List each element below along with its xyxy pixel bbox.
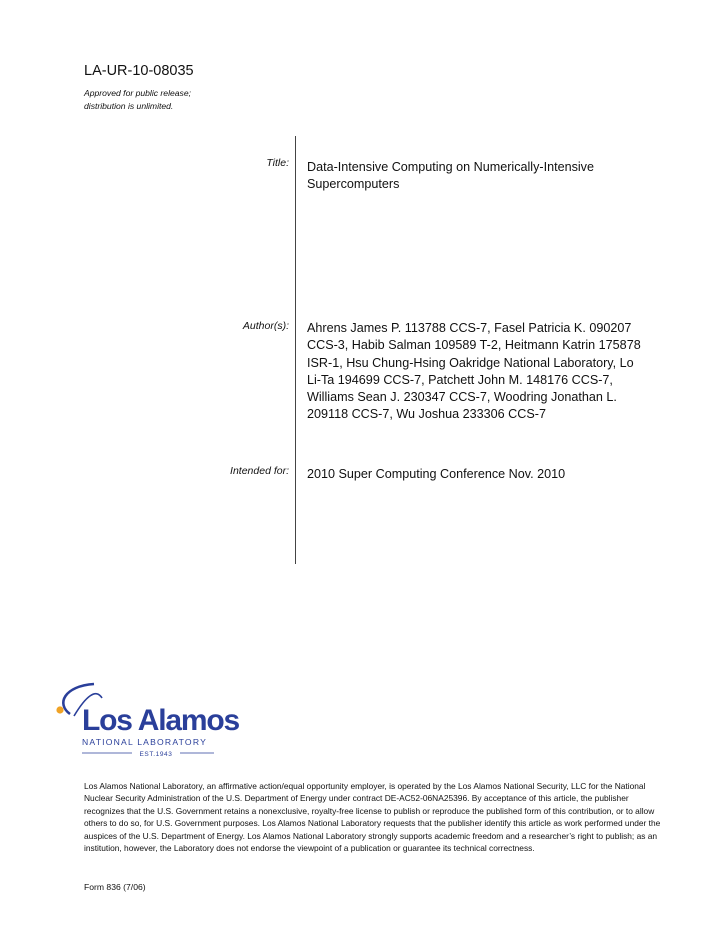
intended-for-label: Intended for: — [230, 465, 289, 477]
authors-line: ISR-1, Hsu Chung-Hsing Oakridge National Laboratory, Lo — [307, 355, 634, 370]
logo-subtitle: NATIONAL LABORATORY — [82, 737, 207, 747]
divider-line — [295, 136, 296, 564]
release-line-2: distribution is unlimited. — [84, 101, 174, 111]
report-number: LA-UR-10-08035 — [84, 63, 194, 79]
title-value: Data-Intensive Computing on Numerically-Intensive Supercomputers — [307, 160, 594, 192]
logo-established: EST.1943 — [139, 751, 173, 758]
authors-line: 209118 CCS-7, Wu Joshua 233306 CCS-7 — [307, 407, 546, 422]
authors-line: CCS-3, Habib Salman 109589 T-2, Heitmann Katrin 175878 — [307, 338, 641, 353]
release-line-1: Approved for public release; — [84, 88, 192, 98]
los-alamos-logo — [52, 676, 239, 758]
form-number: Form 836 (7/06) — [84, 882, 146, 892]
disclaimer-text: Los Alamos National Laboratory, an affirmative action/equal opportunity employer, is operated by the Los Alamos National Security, LLC for the National Nuclear Security Administration of the U.S. Department of Energy under contract DE-AC52-06NA25396. By acceptance of this article, the publisher recognizes that the U.S. Government retains a nonexclusive, royalty-free license to publish or reproduce the published form of this contribution, or to allow others to do so, for U.S. Government purposes. Los Alamos National Laboratory requests that the publisher identify this article as work performed under the auspices of the U.S. Department of Energy. Los Alamos National Laboratory strongly supports academic freedom and a researcher’s right to publish; as an institution, however, the Laboratory does not endorse the viewpoint of a publication or guarantee its technical correctness. — [84, 781, 661, 854]
authors-line: Williams Sean J. 230347 CCS-7, Woodring Jonathan L. — [307, 390, 617, 405]
authors-line: Li-Ta 194699 CCS-7, Patchett John M. 148176 CCS-7, — [307, 372, 613, 387]
authors-label: Author(s): — [242, 320, 289, 332]
authors-value — [307, 320, 707, 424]
logo-name: Los Alamos — [82, 704, 239, 737]
intended-for-value: 2010 Super Computing Conference Nov. 2010 — [307, 467, 566, 481]
release-statement — [84, 87, 191, 113]
title-label: Title: — [266, 157, 289, 169]
authors-line: Ahrens James P. 113788 CCS-7, Fasel Patricia K. 090207 — [307, 321, 632, 335]
